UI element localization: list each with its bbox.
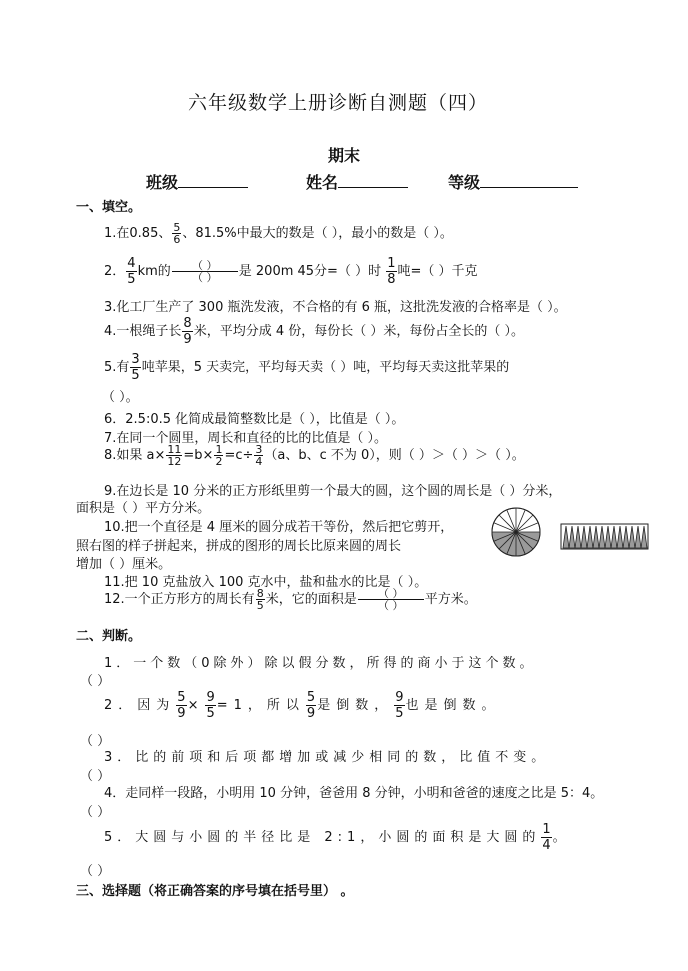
name-blank[interactable]: [338, 173, 408, 188]
question-7: 7.在同一个圆里，周长和直径的比的比值是（ ）。: [104, 431, 388, 446]
question-5-cont: （ ）。: [102, 390, 139, 405]
question-5: 5.有 $\frac{3}{5}$ 吨苹果，5 天卖完，平均每天卖（ ）吨，平均每天卖这批苹果的: [104, 352, 510, 383]
grade-blank[interactable]: [480, 173, 578, 188]
class-label: 班级: [146, 173, 179, 192]
class-blank[interactable]: [178, 173, 248, 188]
question-12: 12.一个正方形方的周长有 $\frac{8}{5}$ 米，它的面积是 $\frac{( )}{( )}$ 平方米。: [104, 587, 477, 612]
question-11: 11.把 10 克盐放入 100 克水中，盐和盐水的比是（ ）。: [104, 575, 428, 590]
judge-4: 4．走同样一段路，小明用 10 分钟，爸爸用 8 分钟，小明和爸爸的速度之比是 5：4。: [104, 786, 604, 801]
judge-3: 3．比的前项和后项都增加或减少相同的数，比值不变。: [104, 750, 550, 765]
judge-4-answer[interactable]: （ ）: [80, 805, 111, 820]
question-1: 1.在0.85、 $\frac{5}{6}$ 、81.5%中最大的数是（ ），最小的数是（ ）。: [104, 221, 453, 246]
page-title: 六年级数学上册诊断自测题（四）: [188, 92, 489, 114]
judge-5-answer[interactable]: （ ）: [80, 864, 111, 879]
judge-3-answer[interactable]: （ ）: [80, 769, 111, 784]
judge-1: 1．一个数（0除外）除以假分数，所得的商小于这个数。: [104, 656, 537, 671]
section-choice-heading: 三、选择题（将正确答案的序号填在括号里） 。: [76, 884, 354, 899]
section-judge-heading: 二、判断。: [76, 629, 142, 644]
question-9: 9.在边长是 10 分米的正方形纸里剪一个最大的圆，这个圆的周长是（ ）分米，: [104, 484, 562, 499]
judge-2: 2．因为 $\frac{5}{9}$ × $\frac{9}{5}$ =1，所以 $\frac{5}{9}$ 是倒数， $\frac{9}{5}$ 也是倒数。: [104, 690, 501, 721]
judge-5: 5．大圆与小圆的半径比是 2:1，小圆的面积是大圆的 $\frac{1}{4}$ 。: [104, 822, 571, 853]
question-4: 4.一根绳子长 $\frac{8}{9}$ 米，平均分成 4 份，每份长（ ）米，每份占全长的（ ）。: [104, 316, 524, 347]
divided-circle-figure: [490, 506, 542, 558]
question-9-cont: 面积是（ ）平方分米。: [76, 501, 211, 516]
question-3: 3.化工厂生产了 300 瓶洗发液，不合格的有 6 瓶，这批洗发液的合格率是（ ）。: [104, 300, 567, 315]
question-8: 8.如果 a× $\frac{11}{12}$ =b× $\frac{1}{2}$ =c÷ $\frac{3}{4}$ （a、b、c 不为 0），则（ ）＞（ ）＞（ ）。: [104, 443, 525, 468]
question-10-line3: 增加（ ）厘米。: [76, 557, 172, 572]
grade-label: 等级: [448, 173, 481, 192]
question-6: 6．2.5:0.5 化简成最简整数比是（ ），比值是（ ）。: [104, 412, 405, 427]
question-10: 10.把一个直径是 4 厘米的圆分成若干等份，然后把它剪开，: [104, 520, 454, 535]
question-10-line2: 照右图的样子拼起来，拼成的图形的周长比原来圆的周长: [76, 539, 402, 554]
judge-1-answer[interactable]: （ ）: [80, 674, 111, 689]
class-field[interactable]: [146, 170, 248, 193]
page-subtitle: 期末: [328, 146, 361, 165]
name-field[interactable]: [306, 170, 408, 193]
rearranged-strip-figure: [560, 522, 650, 552]
judge-2-answer[interactable]: （ ）: [80, 734, 111, 749]
section-fill-heading: 一、填空。: [76, 200, 142, 215]
question-2: 2． $\frac{4}{5}$ km的 $\frac{( )}{( )}$ 是 200m 45分=（ ）时 $\frac{1}{8}$ 吨=（ ）千克: [104, 256, 478, 287]
name-label: 姓名: [306, 173, 339, 192]
grade-field[interactable]: [448, 170, 578, 193]
